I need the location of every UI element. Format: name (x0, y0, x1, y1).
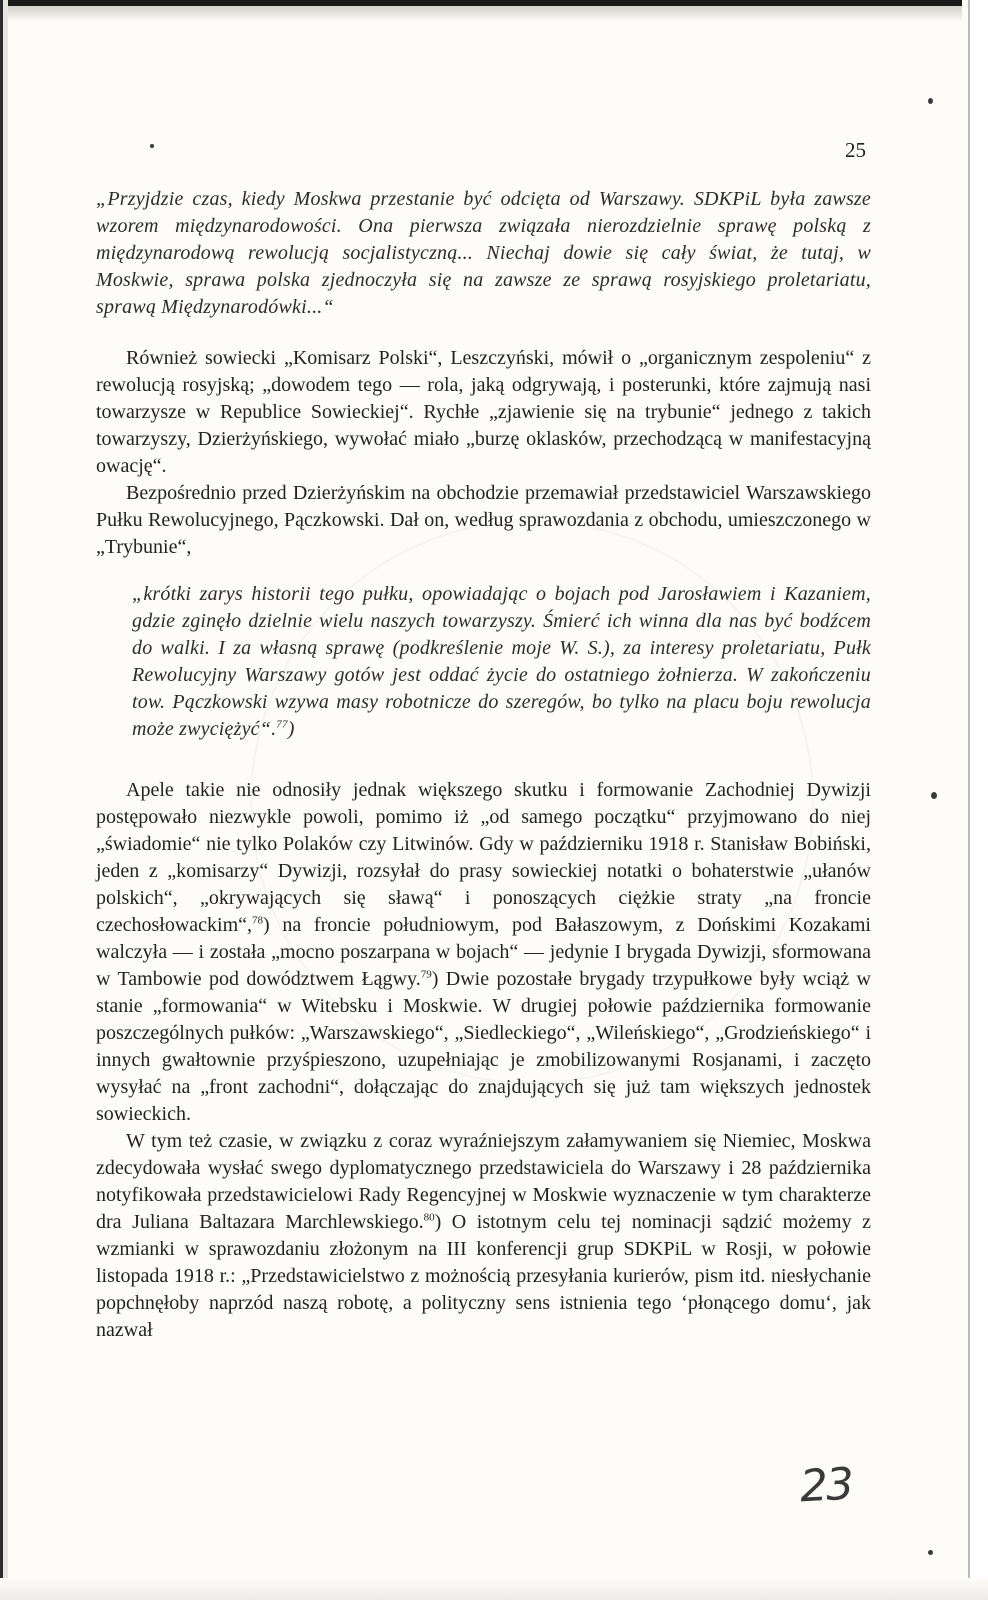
text-segment: ) na froncie południowym, pod Bałaszowym, z Dońskimi Kozakami walczyła — i została „mocno poszarpana w bojach“ — jedynie I brygada Dywizji, sformowana w Tambowie pod dowództwem Łągwy. (96, 914, 871, 990)
paper-speck (928, 1550, 933, 1555)
footnote-ref-77: 77 (276, 718, 288, 731)
footnote-ref-79: 79 (420, 968, 432, 981)
footnote-ref-80: 80 (423, 1211, 435, 1224)
text-segment: Apele takie nie odnosiły jednak większego skutku i formowanie Zachodniej Dywizji postępowało niezwykle powoli, pomimo iż „od samego początku“ przyjmowano do niej „świadomie“ nie tylko Polaków czy Litwinów. Gdy w październiku 1918 r. Stanisław Bobiński, jeden z „komisarzy“ Dywizji, rozsyłał do prasy sowieckiej notatki o bohaterstwie „ułanów polskich“, „okrywających się sławą“ i ponoszących ciężkie straty „na froncie czechosłowackim“, (96, 779, 871, 936)
paper-speck (928, 98, 933, 104)
scan-edge-right (962, 0, 988, 1600)
paper-speck (150, 144, 154, 148)
text-segment: ) O istotnym celu tej nominacji sądzić możemy z wzmianki w sprawozdaniu złożonym na III konferencji grup SDKPiL w Rosji, w połowie listopada 1918 r.: „Przedstawicielstwo z możnością przesyłania kurierów, pism itd. niesłychanie popchnęłoby naprzód naszą robotę, a polityczny sens istnienia tego ‘płonącego domu‘, jak nazwał (96, 1211, 871, 1341)
block-quote-sdkpil: „Przyjdzie czas, kiedy Moskwa przestanie być odcięta od Warszawy. SDKPiL była zawsze wzorem międzynarodowości. Ona pierwsza związała nierozdzielnie sprawę polską z międzynarodową rewolucją socjalistyczną... Niechaj dowie się cały świat, że tutaj, w Moskwie, sprawa polska zjednoczyła się na zawsze ze sprawą rosyjskiego proletariatu, sprawą Międzynarodówki...“ (96, 188, 871, 318)
scan-edge-bottom (0, 1578, 988, 1600)
quote-close: ) (287, 718, 295, 740)
scan-edge-top (0, 0, 988, 22)
handwritten-page-number: 23 (798, 1458, 854, 1513)
paper-speck (931, 792, 937, 799)
quote-text: „krótki zarys historii tego pułku, opowiadając o bojach pod Jarosławiem i Kazaniem, gdzie zginęło dzielnie wielu naszych towarzyszy. Śmierć ich winna dla nas być bodźcem do walki. I za własną sprawę (podkreślenie moje W. S.), za interesy proletariatu, Pułk Rewolucyjny Warszawy gotów jest oddać życie do ostatniego żołnierza. W zakończeniu tow. Pączkowski wzywa masy robotnicze do szeregów, bo tylko na placu boju rewolucja może zwyciężyć“. (132, 583, 871, 740)
footnote-ref-78: 78 (252, 914, 264, 927)
block-quote-pulk (132, 581, 871, 743)
paragraph-leszczynski: Również sowiecki „Komisarz Polski“, Leszczyński, mówił o „organicznym zespoleniu“ z rewolucją rosyjską; „dowodem tego — rola, jaką odgrywają, i posterunki, które zajmują nasi towarzysze w Republice Sowieckiej“. Rychłe „zjawienie się na trybunie“ jednego z takich towarzyszy, Dzierżyńskiego, wywołać miało „burzę oklasków, przechodzącą w manifestacyjną owację“. (96, 347, 871, 477)
text-segment: ) Dwie pozostałe brygady trzypułkowe były wciąż w stanie „formowania“ w Witebsku i Moskwie. W drugiej połowie października formowanie poszczególnych pułków: „Warszawskiego“, „Siedleckiego“, „Wileńskiego“, „Grodzieńskiego“ i innych gwałtownie przyśpieszono, uzupełniając je zmobilizowanymi Rosjanami, i zaczęto wysyłać na „front zachodni“, dołączając do znajdujących się już tam większych jednostek sowieckich. (96, 968, 871, 1125)
page-number: 25 (845, 138, 866, 162)
paragraph-zachodnia-dywizja (96, 777, 871, 1128)
text-segment: W tym też czasie, w związku z coraz wyraźniejszym załamywaniem się Niemiec, Moskwa zdecydowała wysłać swego dyplomatycznego przedstawiciela do Warszawy i 28 października notyfikowała przedstawicielowi Rady Regencyjnej w Moskwie wyznaczenie w tym charakterze dra Juliana Baltazara Marchlewskiego. (96, 1130, 871, 1233)
scan-edge-left (0, 0, 8, 1600)
body-text (96, 186, 871, 1344)
paragraph-paczkowski: Bezpośrednio przed Dzierżyńskim na obchodzie przemawiał przedstawiciel Warszawskiego Pułku Rewolucyjnego, Pączkowski. Dał on, według sprawozdania z obchodu, umieszczonego w „Trybunie“, (96, 482, 871, 558)
paragraph-marchlewski (96, 1128, 871, 1344)
